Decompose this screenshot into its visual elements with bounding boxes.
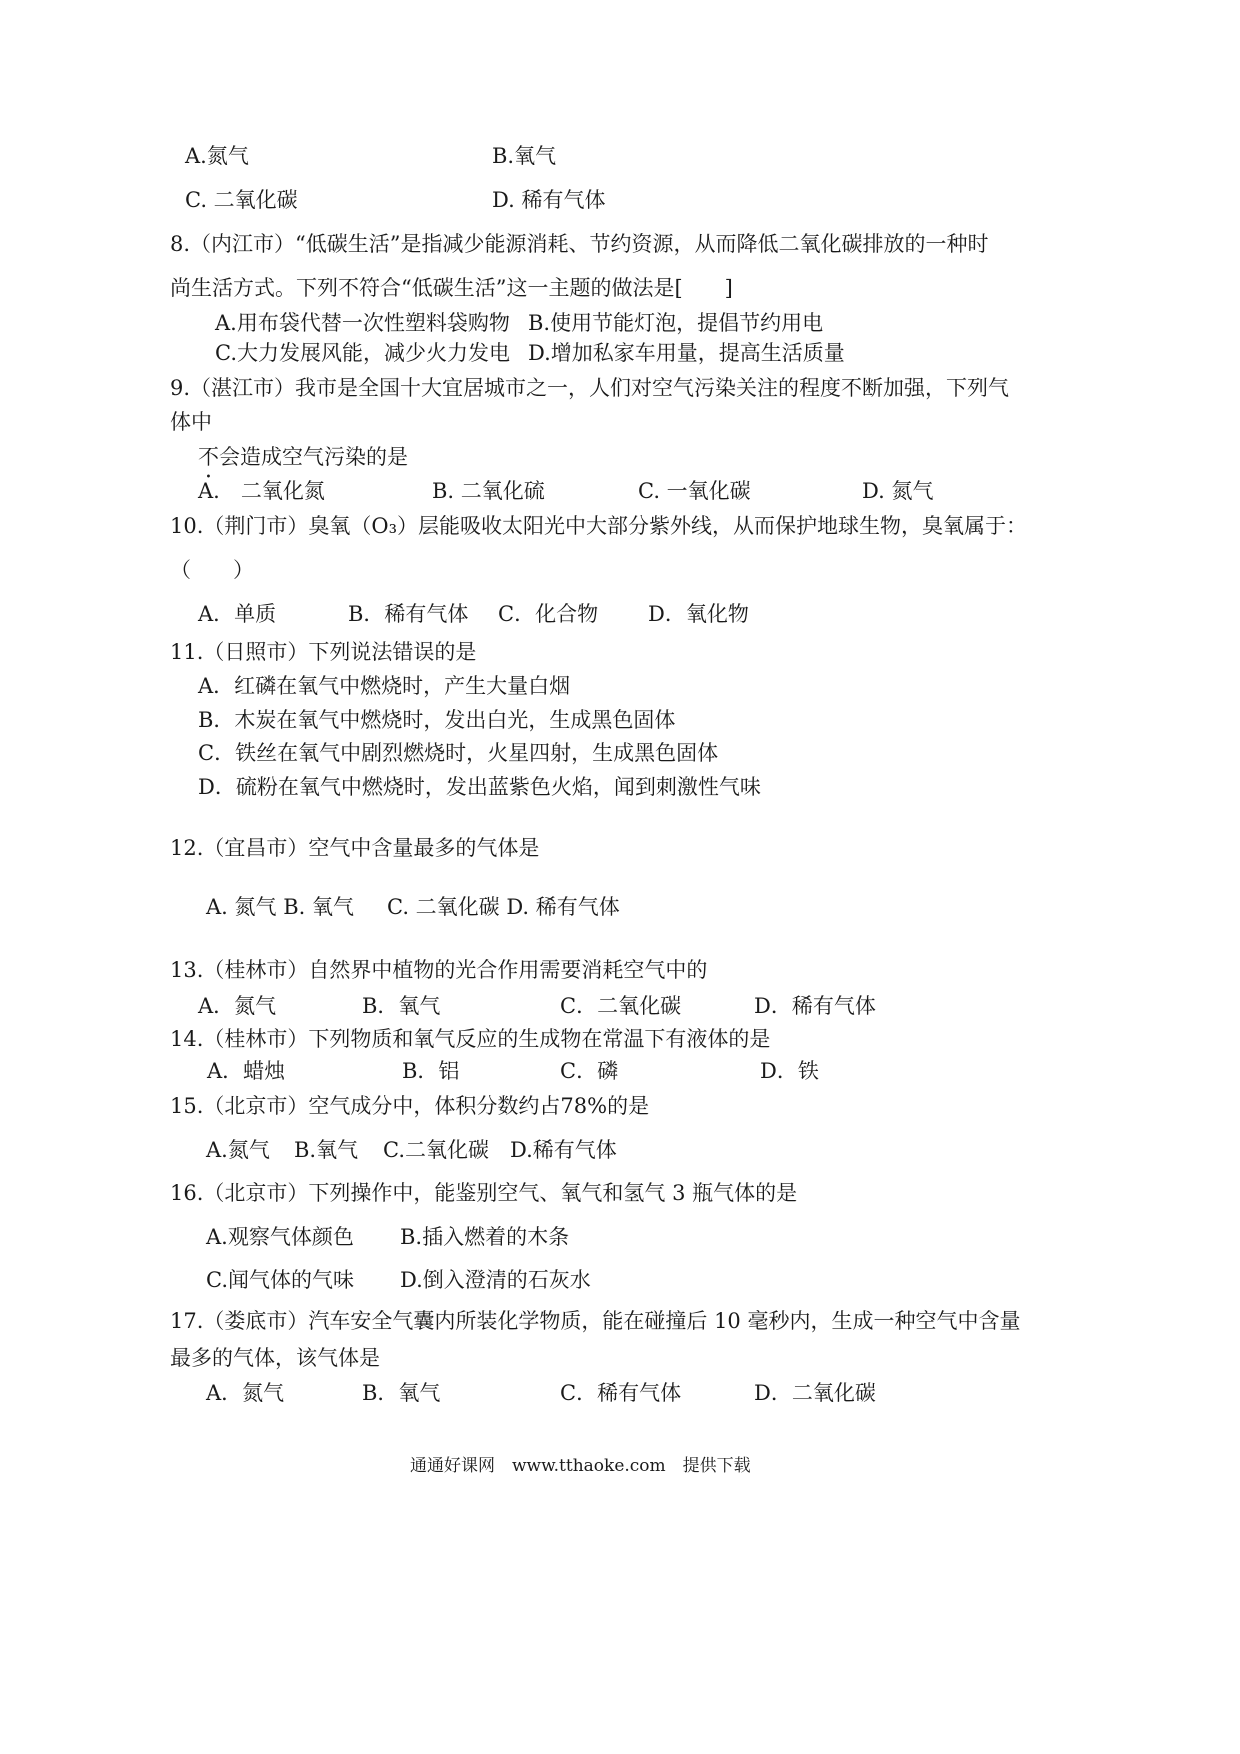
- q9-stem-line3: [198, 447, 408, 468]
- q17-option-d: D．二氧化碳: [754, 1381, 876, 1405]
- q15-option-c: C.二氧化碳: [383, 1138, 489, 1162]
- q11-option-c: C．铁丝在氧气中剧烈燃烧时，火星四射，生成黑色固体: [198, 741, 719, 765]
- q16-stem: 16.（北京市）下列操作中，能鉴别空气、氧气和氢气 3 瓶气体的是: [170, 1181, 798, 1205]
- q13-option-c: C．二氧化碳: [560, 994, 682, 1018]
- q11-option-b: B．木炭在氧气中燃烧时，发出白光，生成黑色固体: [198, 708, 676, 732]
- q11-option-d: D．硫粉在氧气中燃烧时，发出蓝紫色火焰，闻到刺激性气味: [198, 775, 761, 799]
- q7-option-a: A.氮气: [185, 144, 249, 168]
- q9-stem-line3-rest: 会造成空气污染的是: [219, 445, 408, 469]
- q9-option-d: D. 氮气: [862, 479, 934, 503]
- q17-option-a: A．氮气: [206, 1381, 285, 1405]
- q17-stem-line2: 最多的气体，该气体是: [170, 1346, 380, 1370]
- q16-option-b: B.插入燃着的木条: [400, 1225, 570, 1249]
- q13-option-a: A．氮气: [198, 994, 277, 1018]
- q11-option-a: A．红磷在氧气中燃烧时，产生大量白烟: [198, 674, 571, 698]
- q14-option-b: B．铝: [402, 1059, 460, 1083]
- q13-option-d: D．稀有气体: [754, 994, 876, 1018]
- q17-stem-line1: 17.（娄底市）汽车安全气囊内所装化学物质，能在碰撞后 10 毫秒内，生成一种空气中含量: [170, 1309, 1021, 1333]
- q10-option-a: A．单质: [198, 602, 277, 626]
- q8-option-d: D.增加私家车用量，提高生活质量: [528, 341, 845, 365]
- q10-stem-line1: 10.（荆门市）臭氧（O₃）层能吸收太阳光中大部分紫外线，从而保护地球生物，臭氧属于：: [170, 514, 1028, 538]
- q7-option-d: D. 稀有气体: [492, 188, 606, 212]
- q17-option-c: C．稀有气体: [560, 1381, 682, 1405]
- q14-option-a: A．蜡烛: [207, 1059, 286, 1083]
- q10-option-b: B．稀有气体: [348, 602, 469, 626]
- page-footer: 通通好课网 www.tthaoke.com 提供下载: [410, 1456, 751, 1476]
- q8-option-b: B.使用节能灯泡，提倡节约用电: [528, 311, 824, 335]
- q8-stem-line1: 8.（内江市）“低碳生活”是指减少能源消耗、节约资源，从而降低二氧化碳排放的一种时: [170, 232, 989, 256]
- q13-stem: 13.（桂林市）自然界中植物的光合作用需要消耗空气中的: [170, 958, 708, 982]
- q9-stem-line1: 9.（湛江市）我市是全国十大宜居城市之一，人们对空气污染关注的程度不断加强，下列气: [170, 376, 1010, 400]
- q15-option-b: B.氧气: [294, 1138, 359, 1162]
- q10-option-d: D．氧化物: [648, 602, 749, 626]
- q10-option-c: C．化合物: [498, 602, 599, 626]
- q15-option-d: D.稀有气体: [510, 1138, 617, 1162]
- q9-option-a: A. 二氧化氮: [198, 479, 325, 503]
- q12-options-ab: A. 氮气 B. 氧气: [206, 895, 354, 919]
- q8-option-c: C.大力发展风能，减少火力发电: [215, 341, 510, 365]
- q10-stem-line2: （ ）: [170, 558, 254, 582]
- q9-stem-line2: 体中: [170, 410, 212, 434]
- q9-option-c: C. 一氧化碳: [638, 479, 751, 503]
- q7-option-b: B.氧气: [492, 144, 557, 168]
- q8-stem-line2: 尚生活方式。下列不符合“低碳生活”这一主题的做法是[ ]: [170, 276, 733, 300]
- q14-stem: 14.（桂林市）下列物质和氧气反应的生成物在常温下有液体的是: [170, 1027, 771, 1051]
- q15-stem: 15.（北京市）空气成分中，体积分数约占78%的是: [170, 1094, 650, 1118]
- q16-option-d: D.倒入澄清的石灰水: [400, 1268, 591, 1292]
- q8-option-a: A.用布袋代替一次性塑料袋购物: [215, 311, 510, 335]
- q16-option-c: C.闻气体的气味: [206, 1268, 354, 1292]
- q9-option-b: B. 二氧化硫: [432, 479, 545, 503]
- q14-option-d: D．铁: [760, 1059, 819, 1083]
- q14-option-c: C．磷: [560, 1059, 619, 1083]
- q7-option-c: C. 二氧化碳: [185, 188, 298, 212]
- q9-emphasis-char: 不: [198, 445, 219, 469]
- q15-option-a: A.氮气: [206, 1138, 270, 1162]
- q11-stem: 11.（日照市）下列说法错误的是: [170, 640, 477, 664]
- q12-options-cd: C. 二氧化碳 D. 稀有气体: [387, 895, 620, 919]
- q16-option-a: A.观察气体颜色: [206, 1225, 354, 1249]
- q13-option-b: B．氧气: [362, 994, 441, 1018]
- q17-option-b: B．氧气: [362, 1381, 441, 1405]
- q12-stem: 12.（宜昌市）空气中含量最多的气体是: [170, 836, 540, 860]
